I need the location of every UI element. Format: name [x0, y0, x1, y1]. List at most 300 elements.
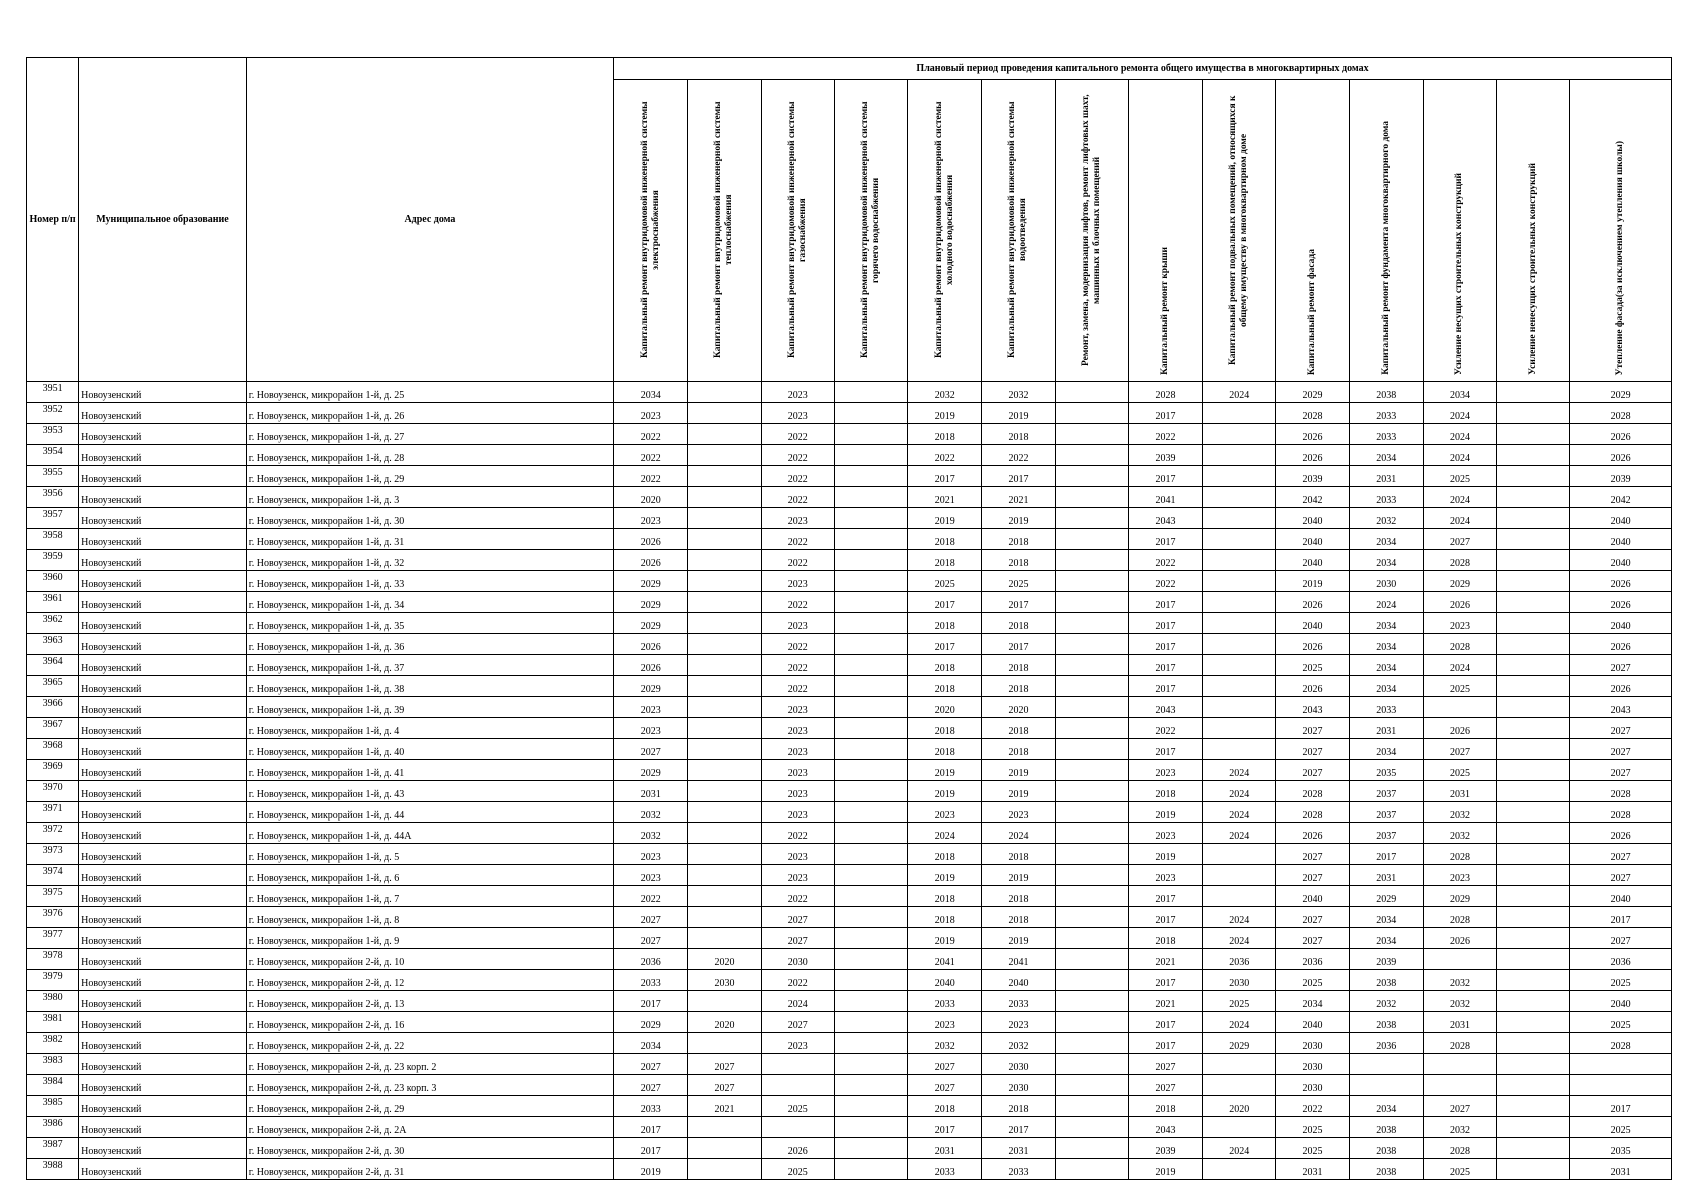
row-year-cell: 2023 [1423, 613, 1496, 634]
row-year-cell: 2040 [1570, 529, 1672, 550]
row-year-cell: 2034 [1349, 550, 1423, 571]
row-year-cell: 2018 [908, 886, 982, 907]
row-year-cell: 2024 [982, 823, 1055, 844]
row-year-cell: 2022 [761, 823, 834, 844]
row-address: г. Новоузенск, микрорайон 2-й, д. 12 [246, 970, 613, 991]
row-number: 3969 [27, 760, 79, 781]
row-number: 3972 [27, 823, 79, 844]
row-number: 3971 [27, 802, 79, 823]
row-year-cell: 2024 [1203, 1012, 1276, 1033]
row-year-cell [688, 697, 761, 718]
row-year-cell: 2025 [1423, 466, 1496, 487]
row-year-cell: 2030 [1276, 1075, 1349, 1096]
row-year-cell: 2017 [1128, 1033, 1202, 1054]
row-year-cell: 2029 [614, 613, 688, 634]
row-address: г. Новоузенск, микрорайон 1-й, д. 26 [246, 403, 613, 424]
table-row [27, 403, 1672, 424]
table-row [27, 781, 1672, 802]
row-year-cell [1497, 382, 1570, 403]
row-number: 3953 [27, 424, 79, 445]
row-year-cell: 2032 [1423, 823, 1496, 844]
table-row [27, 802, 1672, 823]
row-year-cell [834, 1012, 907, 1033]
row-year-cell: 2027 [1276, 928, 1349, 949]
row-year-cell: 2040 [1276, 613, 1349, 634]
row-number: 3979 [27, 970, 79, 991]
row-municipality: Новоузенский [79, 1117, 247, 1138]
row-year-cell: 2031 [1349, 466, 1423, 487]
row-year-cell: 2019 [982, 781, 1055, 802]
row-year-cell: 2026 [1276, 424, 1349, 445]
header-work-label: Капитальный ремонт внутридомовой инженерной системы теплоснабжения [713, 101, 735, 359]
row-address: г. Новоузенск, микрорайон 1-й, д. 8 [246, 907, 613, 928]
row-year-cell: 2037 [1349, 802, 1423, 823]
row-year-cell: 2017 [1128, 676, 1202, 697]
row-year-cell: 2030 [1276, 1054, 1349, 1075]
row-year-cell [761, 1117, 834, 1138]
row-year-cell: 2024 [1423, 445, 1496, 466]
row-year-cell: 2028 [1570, 802, 1672, 823]
row-year-cell: 2027 [614, 907, 688, 928]
row-number: 3962 [27, 613, 79, 634]
row-number: 3952 [27, 403, 79, 424]
row-year-cell [688, 634, 761, 655]
row-year-cell [1497, 844, 1570, 865]
row-year-cell: 2017 [614, 1117, 688, 1138]
row-number: 3965 [27, 676, 79, 697]
row-year-cell [1055, 1159, 1128, 1180]
row-year-cell [1203, 550, 1276, 571]
row-year-cell: 2040 [982, 970, 1055, 991]
row-year-cell: 2034 [1349, 655, 1423, 676]
row-year-cell: 2027 [688, 1054, 761, 1075]
row-year-cell: 2018 [982, 1096, 1055, 1117]
row-year-cell: 2023 [761, 571, 834, 592]
row-year-cell: 2026 [614, 550, 688, 571]
row-year-cell: 2041 [908, 949, 982, 970]
row-year-cell: 2018 [908, 655, 982, 676]
row-address: г. Новоузенск, микрорайон 2-й, д. 31 [246, 1159, 613, 1180]
table-row [27, 613, 1672, 634]
row-number: 3961 [27, 592, 79, 613]
row-year-cell [1055, 970, 1128, 991]
header-work-label: Усиление несущих строительных конструкций [1454, 172, 1465, 375]
table-row [27, 1138, 1672, 1159]
row-year-cell: 2038 [1349, 1117, 1423, 1138]
row-municipality: Новоузенский [79, 802, 247, 823]
row-year-cell: 2018 [982, 676, 1055, 697]
row-year-cell [688, 928, 761, 949]
table-row [27, 676, 1672, 697]
row-year-cell: 2025 [1203, 991, 1276, 1012]
row-year-cell [1055, 865, 1128, 886]
row-year-cell: 2026 [1570, 445, 1672, 466]
row-year-cell: 2028 [1276, 403, 1349, 424]
row-municipality: Новоузенский [79, 466, 247, 487]
row-year-cell: 2022 [1128, 571, 1202, 592]
row-year-cell: 2017 [908, 634, 982, 655]
row-year-cell: 2017 [1128, 655, 1202, 676]
row-year-cell: 2040 [1276, 529, 1349, 550]
row-year-cell [1203, 1159, 1276, 1180]
row-year-cell: 2030 [1276, 1033, 1349, 1054]
row-year-cell [1497, 487, 1570, 508]
row-year-cell: 2034 [1349, 529, 1423, 550]
row-year-cell [688, 1033, 761, 1054]
row-number: 3987 [27, 1138, 79, 1159]
row-year-cell: 2023 [614, 718, 688, 739]
row-year-cell: 2018 [982, 529, 1055, 550]
row-year-cell [1497, 1054, 1570, 1075]
table-row [27, 1075, 1672, 1096]
row-year-cell: 2027 [1423, 739, 1496, 760]
row-year-cell: 2023 [761, 613, 834, 634]
row-address: г. Новоузенск, микрорайон 1-й, д. 43 [246, 781, 613, 802]
row-year-cell: 2024 [1423, 403, 1496, 424]
row-year-cell: 2032 [1423, 1117, 1496, 1138]
row-municipality: Новоузенский [79, 844, 247, 865]
row-address: г. Новоузенск, микрорайон 1-й, д. 32 [246, 550, 613, 571]
row-year-cell: 2033 [908, 991, 982, 1012]
row-year-cell: 2022 [761, 676, 834, 697]
row-year-cell: 2018 [1128, 781, 1202, 802]
header-work-4 [834, 80, 907, 382]
header-work-label: Капитальный ремонт внутридомовой инженерной системы газоснабжения [786, 101, 808, 359]
header-work-10 [1276, 80, 1349, 382]
row-address: г. Новоузенск, микрорайон 1-й, д. 44 [246, 802, 613, 823]
row-year-cell: 2017 [1570, 1096, 1672, 1117]
table-row [27, 1054, 1672, 1075]
row-year-cell: 2040 [1570, 886, 1672, 907]
row-year-cell: 2018 [982, 613, 1055, 634]
row-year-cell: 2022 [761, 487, 834, 508]
row-municipality: Новоузенский [79, 487, 247, 508]
row-municipality: Новоузенский [79, 865, 247, 886]
row-year-cell [1497, 718, 1570, 739]
row-year-cell: 2018 [908, 844, 982, 865]
row-municipality: Новоузенский [79, 592, 247, 613]
row-number: 3973 [27, 844, 79, 865]
row-year-cell: 2030 [688, 970, 761, 991]
row-year-cell: 2035 [1570, 1138, 1672, 1159]
row-year-cell [1203, 655, 1276, 676]
row-municipality: Новоузенский [79, 907, 247, 928]
row-year-cell: 2043 [1276, 697, 1349, 718]
row-year-cell: 2032 [1423, 991, 1496, 1012]
row-year-cell: 2023 [614, 844, 688, 865]
row-municipality: Новоузенский [79, 676, 247, 697]
row-year-cell [1570, 1075, 1672, 1096]
row-number: 3964 [27, 655, 79, 676]
row-address: г. Новоузенск, микрорайон 1-й, д. 6 [246, 865, 613, 886]
row-year-cell: 2029 [614, 571, 688, 592]
table-row [27, 928, 1672, 949]
row-year-cell: 2022 [614, 445, 688, 466]
row-year-cell: 2026 [1570, 571, 1672, 592]
row-year-cell [688, 739, 761, 760]
row-year-cell: 2022 [761, 466, 834, 487]
row-year-cell: 2018 [982, 844, 1055, 865]
row-year-cell: 2027 [908, 1054, 982, 1075]
row-year-cell: 2041 [1128, 487, 1202, 508]
row-year-cell: 2027 [908, 1075, 982, 1096]
row-year-cell: 2019 [1128, 1159, 1202, 1180]
row-year-cell: 2019 [1128, 844, 1202, 865]
row-year-cell [688, 802, 761, 823]
row-year-cell [1497, 1138, 1570, 1159]
row-year-cell: 2034 [1276, 991, 1349, 1012]
row-year-cell: 2030 [982, 1054, 1055, 1075]
row-year-cell [834, 739, 907, 760]
row-year-cell [1497, 655, 1570, 676]
row-year-cell: 2023 [1128, 865, 1202, 886]
row-year-cell [834, 718, 907, 739]
row-year-cell [1203, 487, 1276, 508]
row-year-cell: 2026 [1570, 676, 1672, 697]
row-year-cell: 2022 [614, 466, 688, 487]
header-work-label: Капитальный ремонт внутридомовой инженерной системы электроснабжения [639, 101, 661, 359]
row-year-cell: 2024 [1203, 907, 1276, 928]
row-year-cell: 2024 [1423, 424, 1496, 445]
row-year-cell: 2039 [1349, 949, 1423, 970]
row-year-cell: 2032 [982, 382, 1055, 403]
table-row [27, 970, 1672, 991]
row-municipality: Новоузенский [79, 739, 247, 760]
row-year-cell: 2023 [614, 697, 688, 718]
row-year-cell: 2040 [1570, 550, 1672, 571]
row-number: 3975 [27, 886, 79, 907]
row-number: 3982 [27, 1033, 79, 1054]
row-number: 3976 [27, 907, 79, 928]
row-year-cell: 2042 [1570, 487, 1672, 508]
row-year-cell [834, 1159, 907, 1180]
row-year-cell: 2027 [1570, 844, 1672, 865]
table-row [27, 949, 1672, 970]
row-year-cell [1497, 592, 1570, 613]
header-work-label: Усиление ненесущих строительных конструкций [1527, 163, 1538, 375]
header-work-2 [688, 80, 761, 382]
row-year-cell: 2033 [1349, 697, 1423, 718]
row-number: 3956 [27, 487, 79, 508]
row-year-cell: 2017 [1128, 529, 1202, 550]
row-year-cell: 2020 [688, 949, 761, 970]
row-year-cell: 2043 [1128, 697, 1202, 718]
row-year-cell [688, 550, 761, 571]
row-year-cell [834, 697, 907, 718]
row-year-cell: 2043 [1128, 1117, 1202, 1138]
row-year-cell: 2040 [908, 970, 982, 991]
table-row [27, 760, 1672, 781]
row-municipality: Новоузенский [79, 823, 247, 844]
row-year-cell [1055, 655, 1128, 676]
row-address: г. Новоузенск, микрорайон 1-й, д. 7 [246, 886, 613, 907]
row-year-cell: 2023 [761, 403, 834, 424]
row-year-cell: 2026 [761, 1138, 834, 1159]
row-year-cell: 2022 [1276, 1096, 1349, 1117]
row-year-cell: 2026 [1276, 676, 1349, 697]
row-year-cell: 2017 [982, 592, 1055, 613]
capital-repair-schedule [26, 57, 1672, 1180]
row-year-cell: 2027 [614, 928, 688, 949]
row-year-cell [1055, 403, 1128, 424]
row-year-cell [1203, 886, 1276, 907]
row-year-cell: 2022 [614, 424, 688, 445]
header-work-label: Капитальный ремонт подвальных помещений, относящихся к общему имуществу в многоквартирном доме [1228, 95, 1250, 365]
row-year-cell [1055, 1075, 1128, 1096]
row-year-cell: 2027 [1570, 928, 1672, 949]
row-municipality: Новоузенский [79, 550, 247, 571]
row-year-cell: 2023 [761, 382, 834, 403]
row-year-cell: 2034 [1349, 613, 1423, 634]
row-year-cell: 2018 [982, 424, 1055, 445]
row-year-cell: 2027 [1570, 865, 1672, 886]
row-year-cell [1055, 1033, 1128, 1054]
row-year-cell [1203, 1117, 1276, 1138]
row-year-cell: 2022 [1128, 424, 1202, 445]
row-address: г. Новоузенск, микрорайон 2-й, д. 2А [246, 1117, 613, 1138]
row-year-cell [834, 991, 907, 1012]
row-year-cell [1055, 739, 1128, 760]
row-year-cell [1497, 760, 1570, 781]
header-work-label: Капитальный ремонт фундамента многоквартирного дома [1380, 121, 1391, 375]
row-address: г. Новоузенск, микрорайон 2-й, д. 13 [246, 991, 613, 1012]
row-year-cell: 2022 [761, 634, 834, 655]
table-row [27, 592, 1672, 613]
row-municipality: Новоузенский [79, 529, 247, 550]
row-year-cell: 2017 [1128, 1012, 1202, 1033]
row-year-cell [1497, 823, 1570, 844]
row-year-cell [1497, 907, 1570, 928]
row-year-cell: 2019 [908, 403, 982, 424]
row-year-cell: 2022 [761, 655, 834, 676]
row-year-cell: 2031 [1349, 865, 1423, 886]
row-year-cell: 2019 [908, 865, 982, 886]
row-address: г. Новоузенск, микрорайон 2-й, д. 30 [246, 1138, 613, 1159]
row-year-cell: 2033 [982, 1159, 1055, 1180]
row-year-cell: 2029 [614, 676, 688, 697]
row-address: г. Новоузенск, микрорайон 1-й, д. 30 [246, 508, 613, 529]
row-year-cell: 2019 [614, 1159, 688, 1180]
row-year-cell: 2038 [1349, 970, 1423, 991]
row-year-cell [834, 1138, 907, 1159]
row-year-cell: 2038 [1349, 1159, 1423, 1180]
row-address: г. Новоузенск, микрорайон 1-й, д. 37 [246, 655, 613, 676]
row-year-cell: 2017 [1128, 739, 1202, 760]
row-year-cell: 2029 [1570, 382, 1672, 403]
row-year-cell [834, 907, 907, 928]
row-year-cell [1055, 1117, 1128, 1138]
table-row [27, 634, 1672, 655]
header-work-3 [761, 80, 834, 382]
row-year-cell: 2033 [982, 991, 1055, 1012]
row-number: 3981 [27, 1012, 79, 1033]
row-year-cell: 2022 [761, 970, 834, 991]
row-year-cell: 2038 [1349, 1138, 1423, 1159]
row-year-cell: 2034 [1349, 739, 1423, 760]
row-year-cell: 2018 [908, 550, 982, 571]
row-year-cell: 2028 [1423, 634, 1496, 655]
row-year-cell: 2022 [1128, 718, 1202, 739]
row-year-cell: 2032 [614, 802, 688, 823]
row-year-cell: 2043 [1128, 508, 1202, 529]
row-number: 3963 [27, 634, 79, 655]
row-year-cell [834, 928, 907, 949]
row-year-cell: 2022 [761, 424, 834, 445]
row-year-cell [688, 382, 761, 403]
row-year-cell: 2017 [1349, 844, 1423, 865]
table-row [27, 844, 1672, 865]
row-year-cell [688, 403, 761, 424]
row-municipality: Новоузенский [79, 970, 247, 991]
row-year-cell: 2021 [908, 487, 982, 508]
row-year-cell: 2029 [614, 760, 688, 781]
row-address: г. Новоузенск, микрорайон 1-й, д. 34 [246, 592, 613, 613]
row-year-cell: 2029 [614, 592, 688, 613]
row-year-cell [1055, 718, 1128, 739]
row-year-cell [1497, 403, 1570, 424]
row-year-cell: 2024 [1203, 760, 1276, 781]
row-year-cell: 2027 [761, 1012, 834, 1033]
row-year-cell: 2040 [1570, 991, 1672, 1012]
row-year-cell: 2022 [761, 886, 834, 907]
row-year-cell [1203, 844, 1276, 865]
row-municipality: Новоузенский [79, 949, 247, 970]
row-year-cell: 2037 [1349, 823, 1423, 844]
row-year-cell [834, 445, 907, 466]
header-work-7 [1055, 80, 1128, 382]
row-year-cell [1497, 1117, 1570, 1138]
row-year-cell [834, 655, 907, 676]
row-year-cell: 2023 [908, 1012, 982, 1033]
row-year-cell: 2026 [1423, 718, 1496, 739]
table-row [27, 1117, 1672, 1138]
row-year-cell [1055, 445, 1128, 466]
row-year-cell [1055, 634, 1128, 655]
row-year-cell [1497, 466, 1570, 487]
row-year-cell [1497, 781, 1570, 802]
row-year-cell: 2022 [982, 445, 1055, 466]
row-year-cell: 2019 [982, 865, 1055, 886]
row-year-cell: 2027 [614, 1075, 688, 1096]
row-year-cell: 2024 [1423, 487, 1496, 508]
row-year-cell [1203, 613, 1276, 634]
row-year-cell: 2033 [1349, 424, 1423, 445]
row-address: г. Новоузенск, микрорайон 1-й, д. 31 [246, 529, 613, 550]
row-year-cell: 2027 [1570, 739, 1672, 760]
row-year-cell [1055, 508, 1128, 529]
row-year-cell [1055, 844, 1128, 865]
table-row [27, 529, 1672, 550]
row-year-cell: 2023 [1423, 865, 1496, 886]
header-work-label: Капитальный ремонт внутридомовой инженерной системы холодного водоснабжения [933, 101, 955, 359]
table-row [27, 466, 1672, 487]
row-year-cell: 2017 [1128, 403, 1202, 424]
row-year-cell: 2028 [1423, 844, 1496, 865]
row-year-cell: 2017 [908, 1117, 982, 1138]
row-address: г. Новоузенск, микрорайон 1-й, д. 4 [246, 718, 613, 739]
row-year-cell: 2034 [1423, 382, 1496, 403]
row-year-cell: 2017 [982, 1117, 1055, 1138]
row-year-cell [1203, 676, 1276, 697]
row-year-cell: 2019 [982, 928, 1055, 949]
row-year-cell [1497, 1159, 1570, 1180]
row-year-cell [1203, 634, 1276, 655]
row-year-cell: 2021 [688, 1096, 761, 1117]
row-year-cell: 2019 [982, 403, 1055, 424]
row-year-cell [834, 676, 907, 697]
row-year-cell: 2026 [1276, 592, 1349, 613]
row-municipality: Новоузенский [79, 760, 247, 781]
